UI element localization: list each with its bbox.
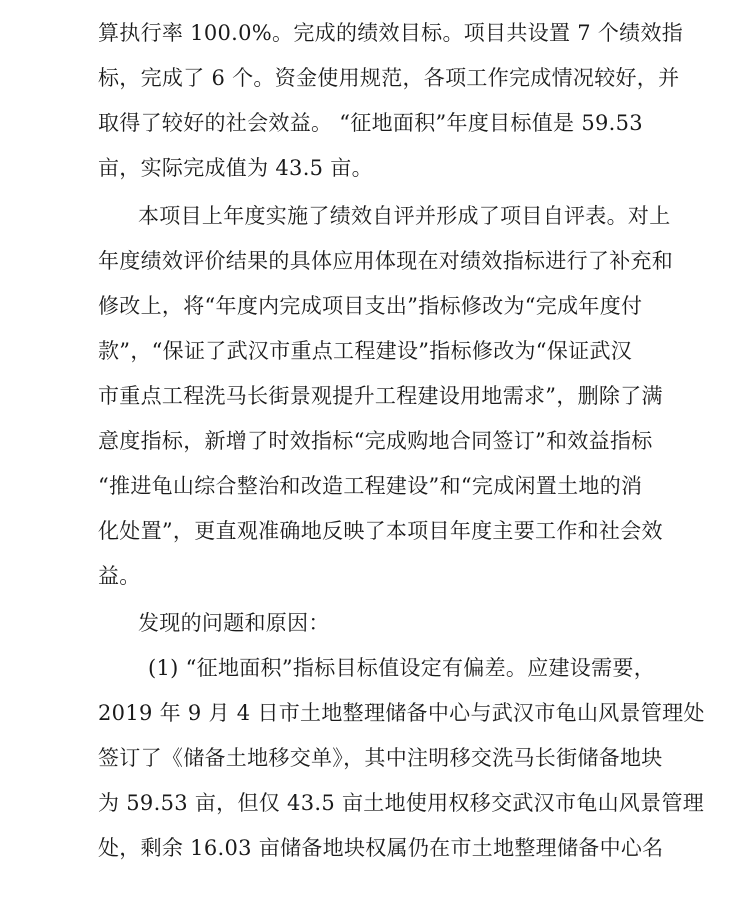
text-line: 益。 xyxy=(98,564,141,588)
list-item-first-line: (1) “征地面积”指标目标值设定有偏差。应建设需要， xyxy=(148,656,655,680)
text-line: 为 59.53 亩，但仅 43.5 亩土地使用权移交武汉市龟山风景管理 xyxy=(98,791,705,815)
text-line: 市重点工程洗马长街景观提升工程建设用地需求”，删除了满 xyxy=(98,384,663,408)
text-line: 意度指标，新增了时效指标“完成购地合同签订”和效益指标 xyxy=(98,429,653,453)
text-line: 亩，实际完成值为 43.5 亩。 xyxy=(98,156,373,180)
paragraph-first-line: 本项目上年度实施了绩效自评并形成了项目自评表。对上 xyxy=(138,204,671,228)
text-line: 取得了较好的社会效益。 “征地面积”年度目标值是 59.53 xyxy=(98,111,643,135)
text-line: 标，完成了 6 个。资金使用规范，各项工作完成情况较好，并 xyxy=(98,66,680,90)
text-line: “推进龟山综合整治和改造工程建设”和“完成闲置土地的消 xyxy=(98,474,643,498)
text-line: 2019 年 9 月 4 日市土地整理储备中心与武汉市龟山风景管理处 xyxy=(98,701,705,725)
text-line: 款”，“保证了武汉市重点工程建设”指标修改为“保证武汉 xyxy=(98,339,633,363)
text-line: 年度绩效评价结果的具体应用体现在对绩效指标进行了补充和 xyxy=(98,249,674,273)
text-line: 化处置”，更直观准确地反映了本项目年度主要工作和社会效 xyxy=(98,519,663,543)
text-line: 处，剩余 16.03 亩储备地块权属仍在市土地整理储备中心名 xyxy=(98,836,664,860)
text-line: 算执行率 100.0%。完成的绩效目标。项目共设置 7 个绩效指 xyxy=(98,21,684,45)
text-line: 修改上，将“年度内完成项目支出”指标修改为“完成年度付 xyxy=(98,294,643,318)
section-heading: 发现的问题和原因： xyxy=(138,611,330,635)
text-line: 签订了《储备土地移交单》，其中注明移交洗马长街储备地块 xyxy=(98,746,663,770)
